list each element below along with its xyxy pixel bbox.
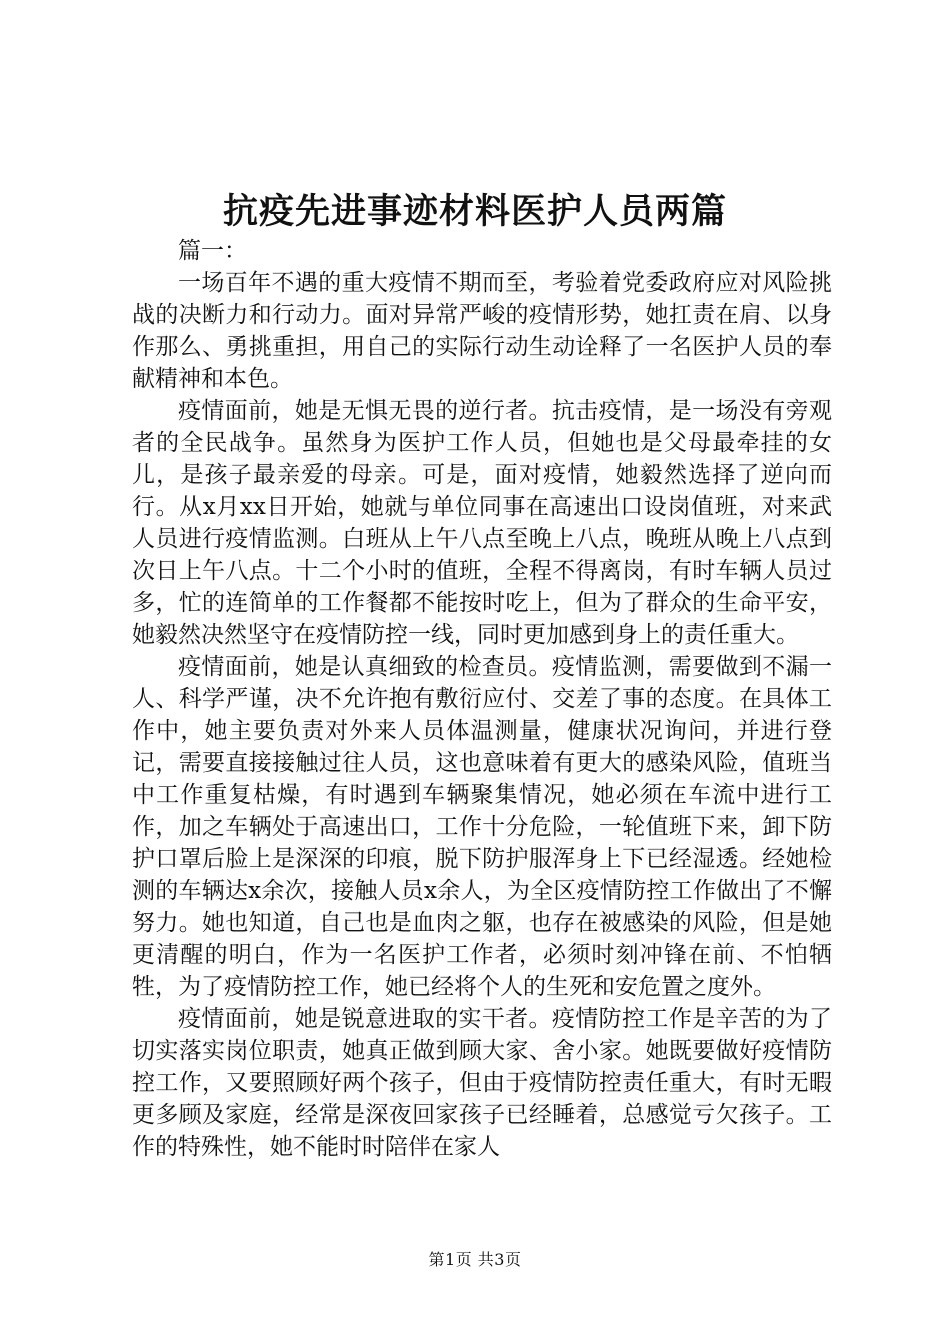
paragraph: 一场百年不遇的重大疫情不期而至，考验着党委政府应对风险挑战的决断力和行动力。面对异常严峻的疫情形势，她扛责在肩、以身作那么、勇挑重担，用自己的实际行动生动诠释了一名医护人员的奉献精神和本色。 <box>132 270 832 392</box>
paragraph: 疫情面前，她是无惧无畏的逆行者。抗击疫情，是一场没有旁观者的全民战争。虽然身为医护工作人员，但她也是父母最牵挂的女儿，是孩子最亲爱的母亲。可是，面对疫情，她毅然选择了逆向而行。从x月xx日开始，她就与单位同事在高速出口设岗值班，对来武人员进行疫情监测。白班从上午八点至晚上八点，晚班从晚上八点到次日上午八点。十二个小时的值班，全程不得离岗，有时车辆人员过多，忙的连简单的工作餐都不能按时吃上，但为了群众的生命平安，她毅然决然坚守在疫情防控一线，同时更加感到身上的责任重大。 <box>132 398 832 648</box>
section-label: 篇一： <box>178 238 247 264</box>
paragraph: 疫情面前，她是锐意进取的实干者。疫情防控工作是辛苦的为了切实落实岗位职责，她真正做到顾大家、舍小家。她既要做好疫情防控工作，又要照顾好两个孩子，但由于疫情防控责任重大，有时无暇更多顾及家庭，经常是深夜回家孩子已经睡着，总感觉亏欠孩子。工作的特殊性，她不能时时陪伴在家人 <box>132 1006 832 1160</box>
document-body <box>132 235 832 1163</box>
page-footer: 第1页 共3页 <box>428 1250 522 1269</box>
paragraph: 疫情面前，她是认真细致的检查员。疫情监测，需要做到不漏一人、科学严谨，决不允许抱有敷衍应付、交差了事的态度。在具体工作中，她主要负责对外来人员体温测量，健康状况询问，并进行登记，需要直接接触过往人员，这也意味着有更大的感染风险，值班当中工作重复枯燥，有时遇到车辆聚集情况，她必须在车流中进行工作，加之车辆处于高速出口，工作十分危险，一轮值班下来，卸下防护口罩后脸上是深深的印痕，脱下防护服浑身上下已经湿透。经她检测的车辆达x余次，接触人员x余人，为全区疫情防控工作做出了不懈努力。她也知道，自己也是血肉之躯，也存在被感染的风险，但是她更清醒的明白，作为一名医护工作者，必须时刻冲锋在前、不怕牺牲，为了疫情防控工作，她已经将个人的生死和安危置之度外。 <box>132 654 832 1000</box>
page-title: 抗疫先进事迹材料医护人员两篇 <box>222 191 727 232</box>
